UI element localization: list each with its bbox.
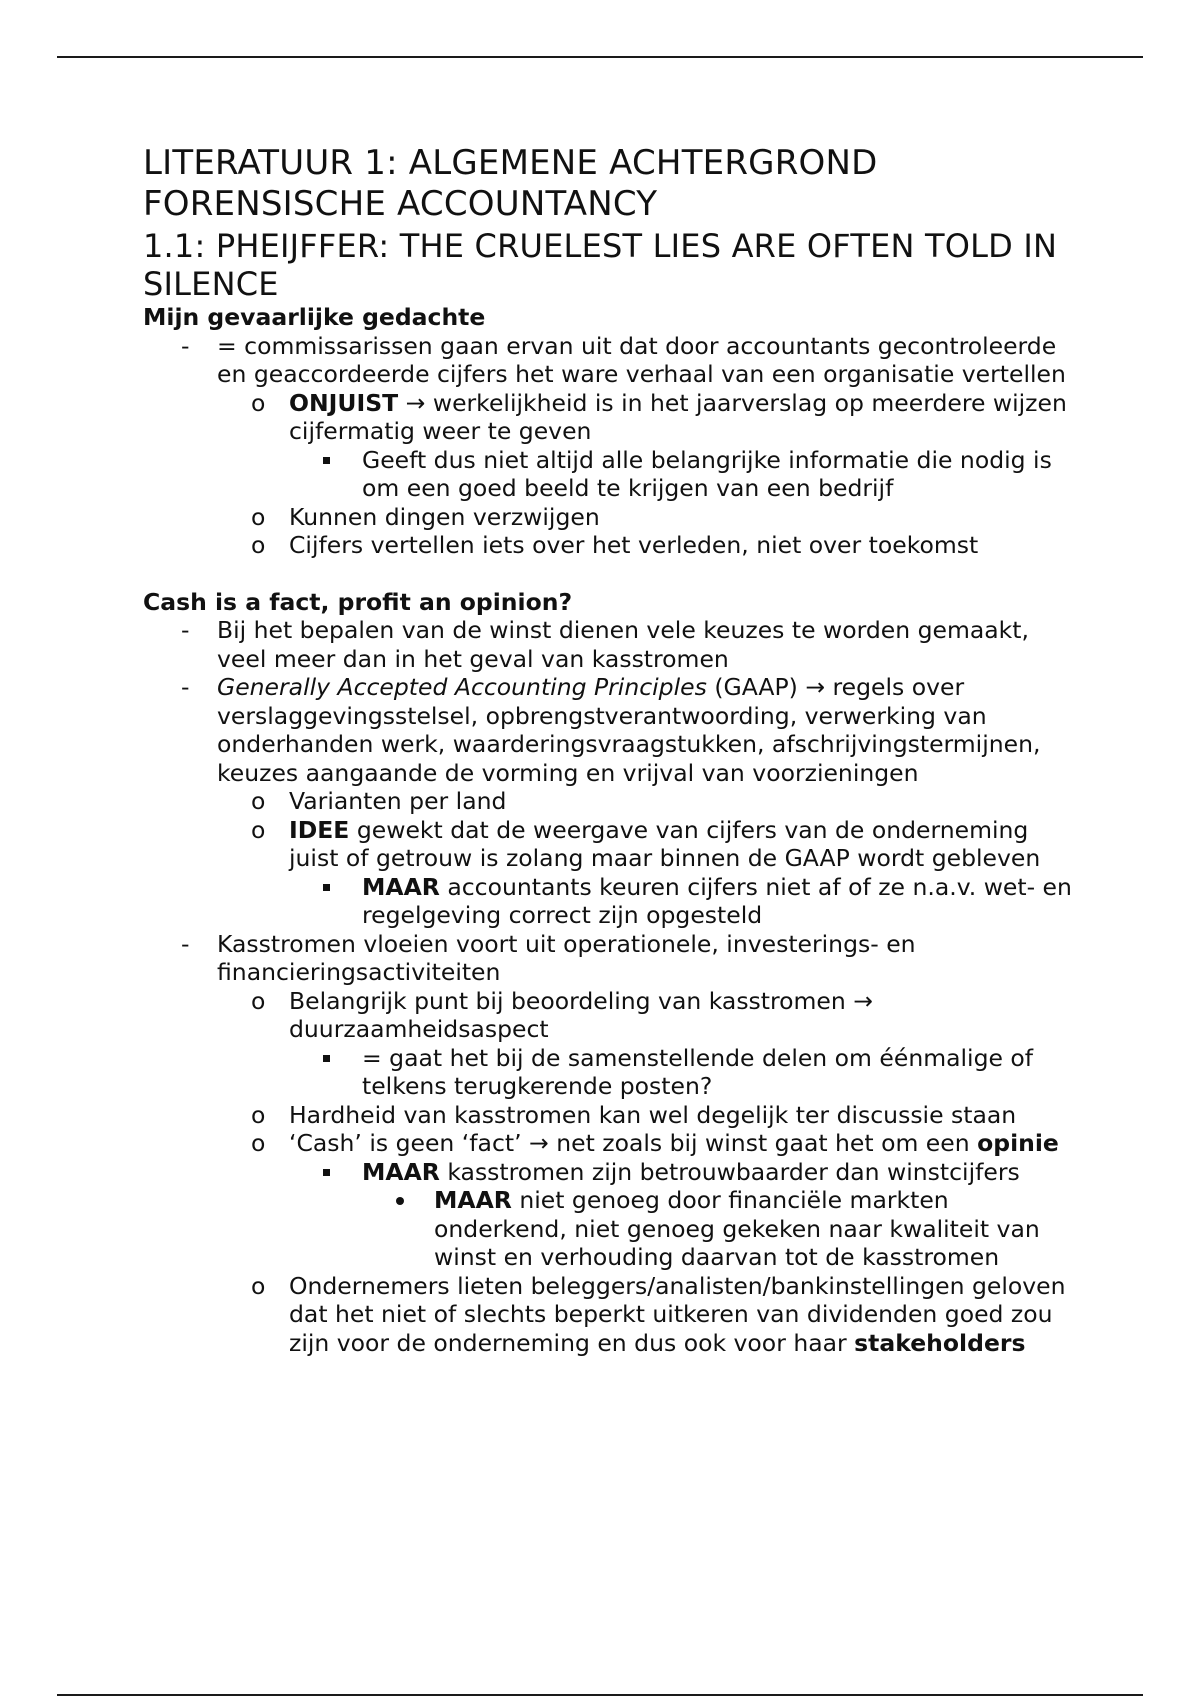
list-item-text: Ondernemers lieten beleggers/analisten/bankinstellingen geloven dat het niet of slechts beperkt uitkeren van dividenden goed zou zijn voor de onderneming en dus ook voor haar xyxy=(289,1271,1066,1357)
dash-bullet-icon: - xyxy=(181,929,190,958)
keyword-maar: MAAR xyxy=(434,1186,512,1214)
list-item-text: Kunnen dingen verzwijgen xyxy=(289,502,600,531)
keyword-maar: MAAR xyxy=(362,1157,440,1186)
section-1-list xyxy=(143,332,1083,560)
square-bullet-icon xyxy=(323,1055,330,1062)
sub-sub-list xyxy=(289,446,1083,503)
list-item-text: kasstromen zijn betrouwbaarder dan winstcijfers xyxy=(447,1157,1020,1186)
sub-list xyxy=(217,787,1083,930)
circle-bullet-icon: o xyxy=(251,986,266,1015)
arrow-icon: → xyxy=(853,986,873,1015)
list-item xyxy=(143,503,1083,532)
keyword-maar: MAAR xyxy=(362,872,440,901)
list-item-text: Geeft dus niet altijd alle belangrijke informatie die nodig is om een goed beeld te krijgen van een bedrijf xyxy=(362,445,1052,502)
section-2-list xyxy=(143,616,1083,1357)
circle-bullet-icon: o xyxy=(251,787,266,815)
circle-bullet-icon: o xyxy=(251,502,266,531)
list-item xyxy=(143,389,1083,503)
gaap-abbreviation: (GAAP) xyxy=(714,673,798,701)
dash-bullet-icon: - xyxy=(181,616,190,644)
circle-bullet-icon: o xyxy=(251,1129,266,1157)
list-item-text: net zoals bij winst gaat het om een xyxy=(556,1129,970,1157)
heading-1-line-2: FORENSISCHE ACCOUNTANCY xyxy=(143,184,658,224)
list-item-text: gewekt dat de weergave van cijfers van de onderneming juist of getrouw is zolang maar binnen de GAAP wordt gebleven xyxy=(289,815,1041,872)
list-item-text: = commissarissen gaan ervan uit dat door accountants gecontroleerde en geaccordeerde cijfers het ware verhaal van een organisatie vertellen xyxy=(217,331,1066,388)
dash-bullet-icon: - xyxy=(181,673,190,701)
sub-list xyxy=(217,389,1083,560)
square-bullet-icon xyxy=(323,1169,330,1176)
keyword-idee: IDEE xyxy=(289,815,350,844)
heading-1-line-1: LITERATUUR 1: ALGEMENE ACHTERGROND xyxy=(143,143,878,183)
heading-level-2: 1.1: PHEIJFFER: THE CRUELEST LIES ARE OFTEN TOLD IN SILENCE xyxy=(143,227,1058,303)
list-item xyxy=(143,1044,1083,1101)
arrow-icon: → xyxy=(405,388,426,417)
gaap-full-name: Generally Accepted Accounting Principles xyxy=(217,673,707,701)
list-item-text: werkelijkheid is in het jaarverslag op meerdere wijzen cijfermatig weer te geven xyxy=(289,388,1067,445)
section-title-gevaarlijke-gedachte: Mijn gevaarlijke gedachte xyxy=(143,303,486,331)
arrow-icon: → xyxy=(529,1129,549,1157)
arrow-icon: → xyxy=(805,673,826,701)
list-item-text: Bij het bepalen van de winst dienen vele keuzes te worden gemaakt, veel meer dan in het geval van kasstromen xyxy=(217,616,1029,673)
list-item xyxy=(143,1158,1083,1272)
list-item xyxy=(143,1101,1083,1130)
list-item xyxy=(143,332,1083,560)
bottom-rule xyxy=(57,1694,1143,1696)
sub-sub-list xyxy=(289,1158,1083,1272)
keyword-stakeholders: stakeholders xyxy=(854,1328,1026,1357)
list-item xyxy=(143,1272,1083,1358)
list-item-text: regels over verslaggevingsstelsel, opbrengstverantwoording, verwerking van onderhanden werk, waarderingsvraagstukken, afschrijvingstermijnen, keuzes aangaande de vorming en vrijval van voorzieningen xyxy=(217,673,1041,787)
list-item-text: Hardheid van kasstromen kan wel degelijk ter discussie staan xyxy=(289,1100,1017,1129)
document-body xyxy=(143,143,1083,1357)
sub-list xyxy=(217,987,1083,1358)
sub-sub-list xyxy=(289,873,1083,930)
circle-bullet-icon: o xyxy=(251,1271,266,1300)
list-item-text: = gaat het bij de samenstellende delen om éénmalige of telkens terugkerende posten? xyxy=(362,1043,1034,1100)
list-item xyxy=(143,987,1083,1101)
circle-bullet-icon: o xyxy=(251,815,266,844)
section-title-cash-is-a-fact: Cash is a fact, profit an opinion? xyxy=(143,587,573,616)
sub-sub-list xyxy=(289,1044,1083,1101)
list-item-text: ‘Cash’ is geen ‘fact’ xyxy=(289,1129,522,1157)
dot-bullet-icon xyxy=(396,1197,404,1205)
list-item-text: Varianten per land xyxy=(289,787,507,815)
dash-bullet-icon: - xyxy=(181,331,190,360)
circle-bullet-icon: o xyxy=(251,531,266,559)
square-bullet-icon xyxy=(323,457,330,464)
list-item xyxy=(143,873,1083,930)
keyword-onjuist: ONJUIST xyxy=(289,388,399,417)
list-item xyxy=(143,1186,1083,1272)
list-item-text: accountants keuren cijfers niet af of ze n.a.v. wet- en regelgeving correct zijn opgesteld xyxy=(362,872,1072,929)
circle-bullet-icon: o xyxy=(251,1100,266,1129)
square-bullet-icon xyxy=(323,884,330,891)
list-item-text: duurzaamheidsaspect xyxy=(289,1015,549,1043)
list-item xyxy=(143,446,1083,503)
keyword-opinie: opinie xyxy=(977,1129,1059,1157)
list-item xyxy=(143,531,1083,560)
list-item xyxy=(143,1129,1083,1272)
list-item-text: Kasstromen vloeien voort uit operationele, investerings- en financieringsactiviteiten xyxy=(217,929,916,986)
top-rule xyxy=(57,56,1143,58)
list-item-text: Belangrijk punt bij beoordeling van kasstromen xyxy=(289,986,846,1015)
list-item xyxy=(143,673,1083,930)
list-item xyxy=(143,930,1083,1358)
circle-bullet-icon: o xyxy=(251,388,266,417)
list-item-text: niet genoeg door financiële markten onderkend, niet genoeg gekeken naar kwaliteit van winst en verhouding daarvan tot de kasstromen xyxy=(434,1186,1040,1271)
list-item xyxy=(143,616,1083,673)
list-item-text: Cijfers vertellen iets over het verleden, niet over toekomst xyxy=(289,531,979,559)
sub-sub-sub-list xyxy=(362,1186,1083,1272)
list-item xyxy=(143,816,1083,930)
heading-level-1 xyxy=(143,143,1083,225)
list-item xyxy=(143,787,1083,816)
